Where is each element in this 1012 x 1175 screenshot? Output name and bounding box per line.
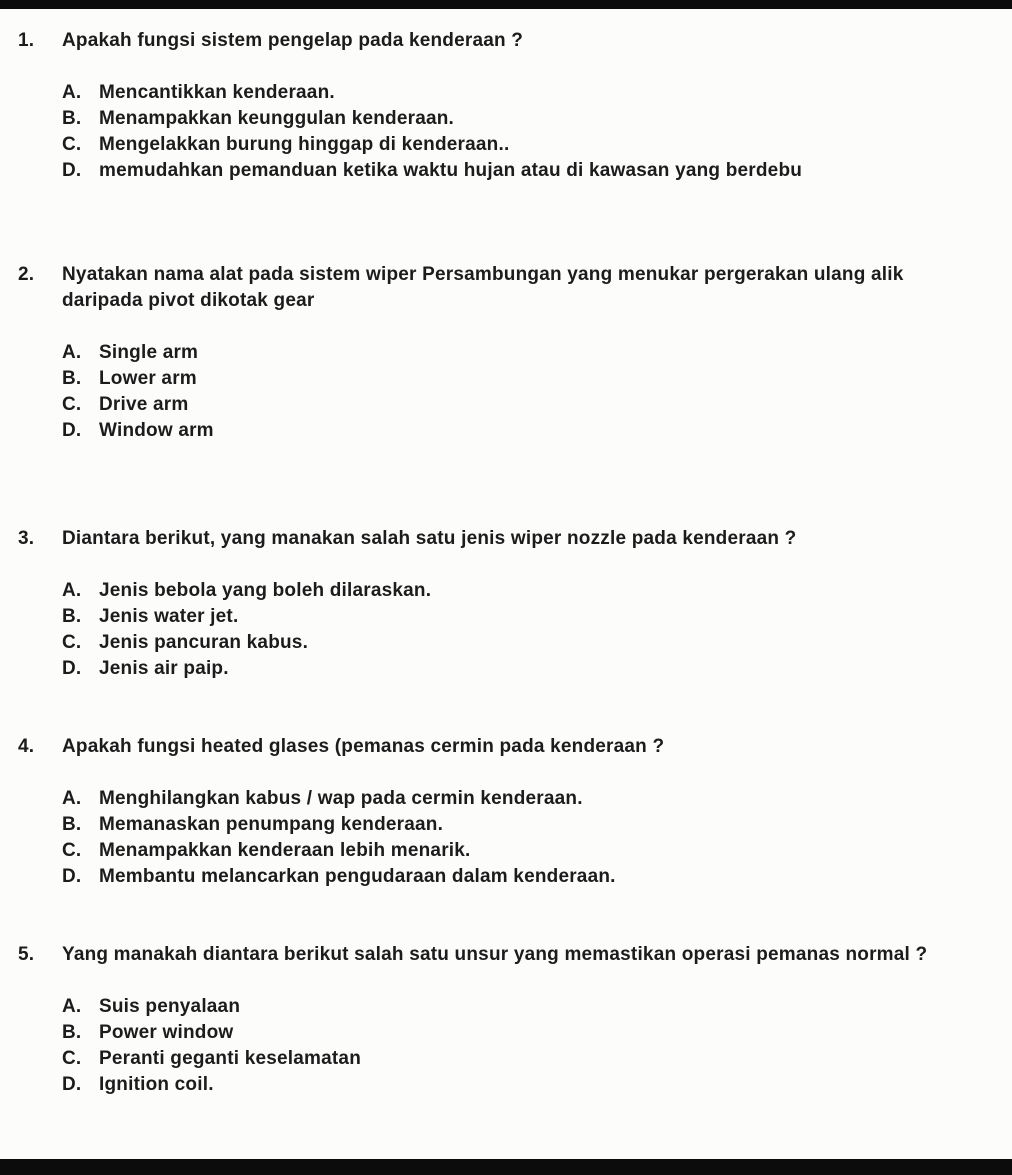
option-text: Window arm — [99, 420, 214, 441]
option-text: Mengelakkan burung hinggap di kenderaan.. — [99, 134, 510, 155]
option-letter: A. — [62, 788, 82, 809]
option-letter: B. — [62, 606, 82, 627]
option-text: Lower arm — [99, 368, 197, 389]
option-text: memudahkan pemanduan ketika waktu hujan atau di kawasan yang berdebu — [99, 160, 803, 181]
option-letter: A. — [62, 996, 82, 1017]
question-number: 2. — [18, 264, 35, 285]
question-4 — [18, 734, 984, 890]
option-letter: C. — [62, 1048, 82, 1069]
question-1 — [18, 28, 984, 184]
options-list — [62, 786, 984, 890]
option-letter: B. — [62, 1022, 82, 1043]
option-b — [62, 604, 984, 630]
question-heading — [18, 942, 984, 968]
option-c — [62, 392, 984, 418]
option-d — [62, 418, 984, 444]
option-letter: D. — [62, 658, 82, 679]
option-text: Mencantikkan kenderaan. — [99, 82, 335, 103]
option-d — [62, 158, 984, 184]
options-list — [62, 80, 984, 184]
options-list — [62, 994, 984, 1098]
question-heading — [18, 734, 984, 760]
option-letter: D. — [62, 1074, 82, 1095]
options-list — [62, 578, 984, 682]
option-letter: D. — [62, 420, 82, 441]
option-a — [62, 994, 984, 1020]
option-text: Membantu melancarkan pengudaraan dalam kenderaan. — [99, 866, 616, 887]
question-text: Apakah fungsi heated glases (pemanas cermin pada kenderaan ? — [62, 736, 665, 757]
option-letter: A. — [62, 342, 82, 363]
question-heading — [18, 28, 984, 54]
question-number: 5. — [18, 944, 35, 965]
question-text: Nyatakan nama alat pada sistem wiper Persambungan yang menukar pergerakan ulang alik daripada pivot dikotak gear — [62, 264, 904, 311]
option-text: Ignition coil. — [99, 1074, 214, 1095]
options-list — [62, 340, 984, 444]
bottom-border-bar — [0, 1159, 1012, 1175]
question-3 — [18, 526, 984, 682]
question-2 — [18, 262, 984, 444]
question-text: Yang manakah diantara berikut salah satu unsur yang memastikan operasi pemanas normal ? — [62, 944, 928, 965]
question-text: Diantara berikut, yang manakan salah satu jenis wiper nozzle pada kenderaan ? — [62, 528, 797, 549]
option-a — [62, 80, 984, 106]
question-heading — [18, 526, 984, 552]
option-letter: C. — [62, 394, 82, 415]
option-text: Memanaskan penumpang kenderaan. — [99, 814, 444, 835]
option-text: Peranti geganti keselamatan — [99, 1048, 362, 1069]
option-letter: D. — [62, 866, 82, 887]
option-letter: C. — [62, 840, 82, 861]
option-text: Menampakkan kenderaan lebih menarik. — [99, 840, 471, 861]
option-text: Jenis water jet. — [99, 606, 239, 627]
option-c — [62, 132, 984, 158]
option-b — [62, 812, 984, 838]
question-text: Apakah fungsi sistem pengelap pada kenderaan ? — [62, 30, 524, 51]
option-letter: A. — [62, 580, 82, 601]
option-text: Jenis pancuran kabus. — [99, 632, 309, 653]
option-text: Single arm — [99, 342, 199, 363]
option-letter: B. — [62, 814, 82, 835]
top-border-bar — [0, 0, 1012, 9]
option-d — [62, 656, 984, 682]
option-text: Power window — [99, 1022, 234, 1043]
option-text: Drive arm — [99, 394, 189, 415]
option-b — [62, 1020, 984, 1046]
option-d — [62, 864, 984, 890]
option-text: Menampakkan keunggulan kenderaan. — [99, 108, 455, 129]
option-d — [62, 1072, 984, 1098]
question-heading — [18, 262, 984, 314]
option-a — [62, 340, 984, 366]
option-text: Menghilangkan kabus / wap pada cermin kenderaan. — [99, 788, 583, 809]
option-letter: A. — [62, 82, 82, 103]
question-number: 1. — [18, 30, 35, 51]
question-5 — [18, 942, 984, 1098]
option-letter: C. — [62, 134, 82, 155]
option-c — [62, 1046, 984, 1072]
option-letter: C. — [62, 632, 82, 653]
option-text: Jenis bebola yang boleh dilaraskan. — [99, 580, 432, 601]
option-a — [62, 786, 984, 812]
option-b — [62, 106, 984, 132]
option-letter: B. — [62, 368, 82, 389]
option-letter: B. — [62, 108, 82, 129]
option-a — [62, 578, 984, 604]
question-number: 3. — [18, 528, 35, 549]
option-c — [62, 630, 984, 656]
option-text: Suis penyalaan — [99, 996, 241, 1017]
option-letter: D. — [62, 160, 82, 181]
option-b — [62, 366, 984, 392]
option-text: Jenis air paip. — [99, 658, 229, 679]
question-number: 4. — [18, 736, 35, 757]
option-c — [62, 838, 984, 864]
